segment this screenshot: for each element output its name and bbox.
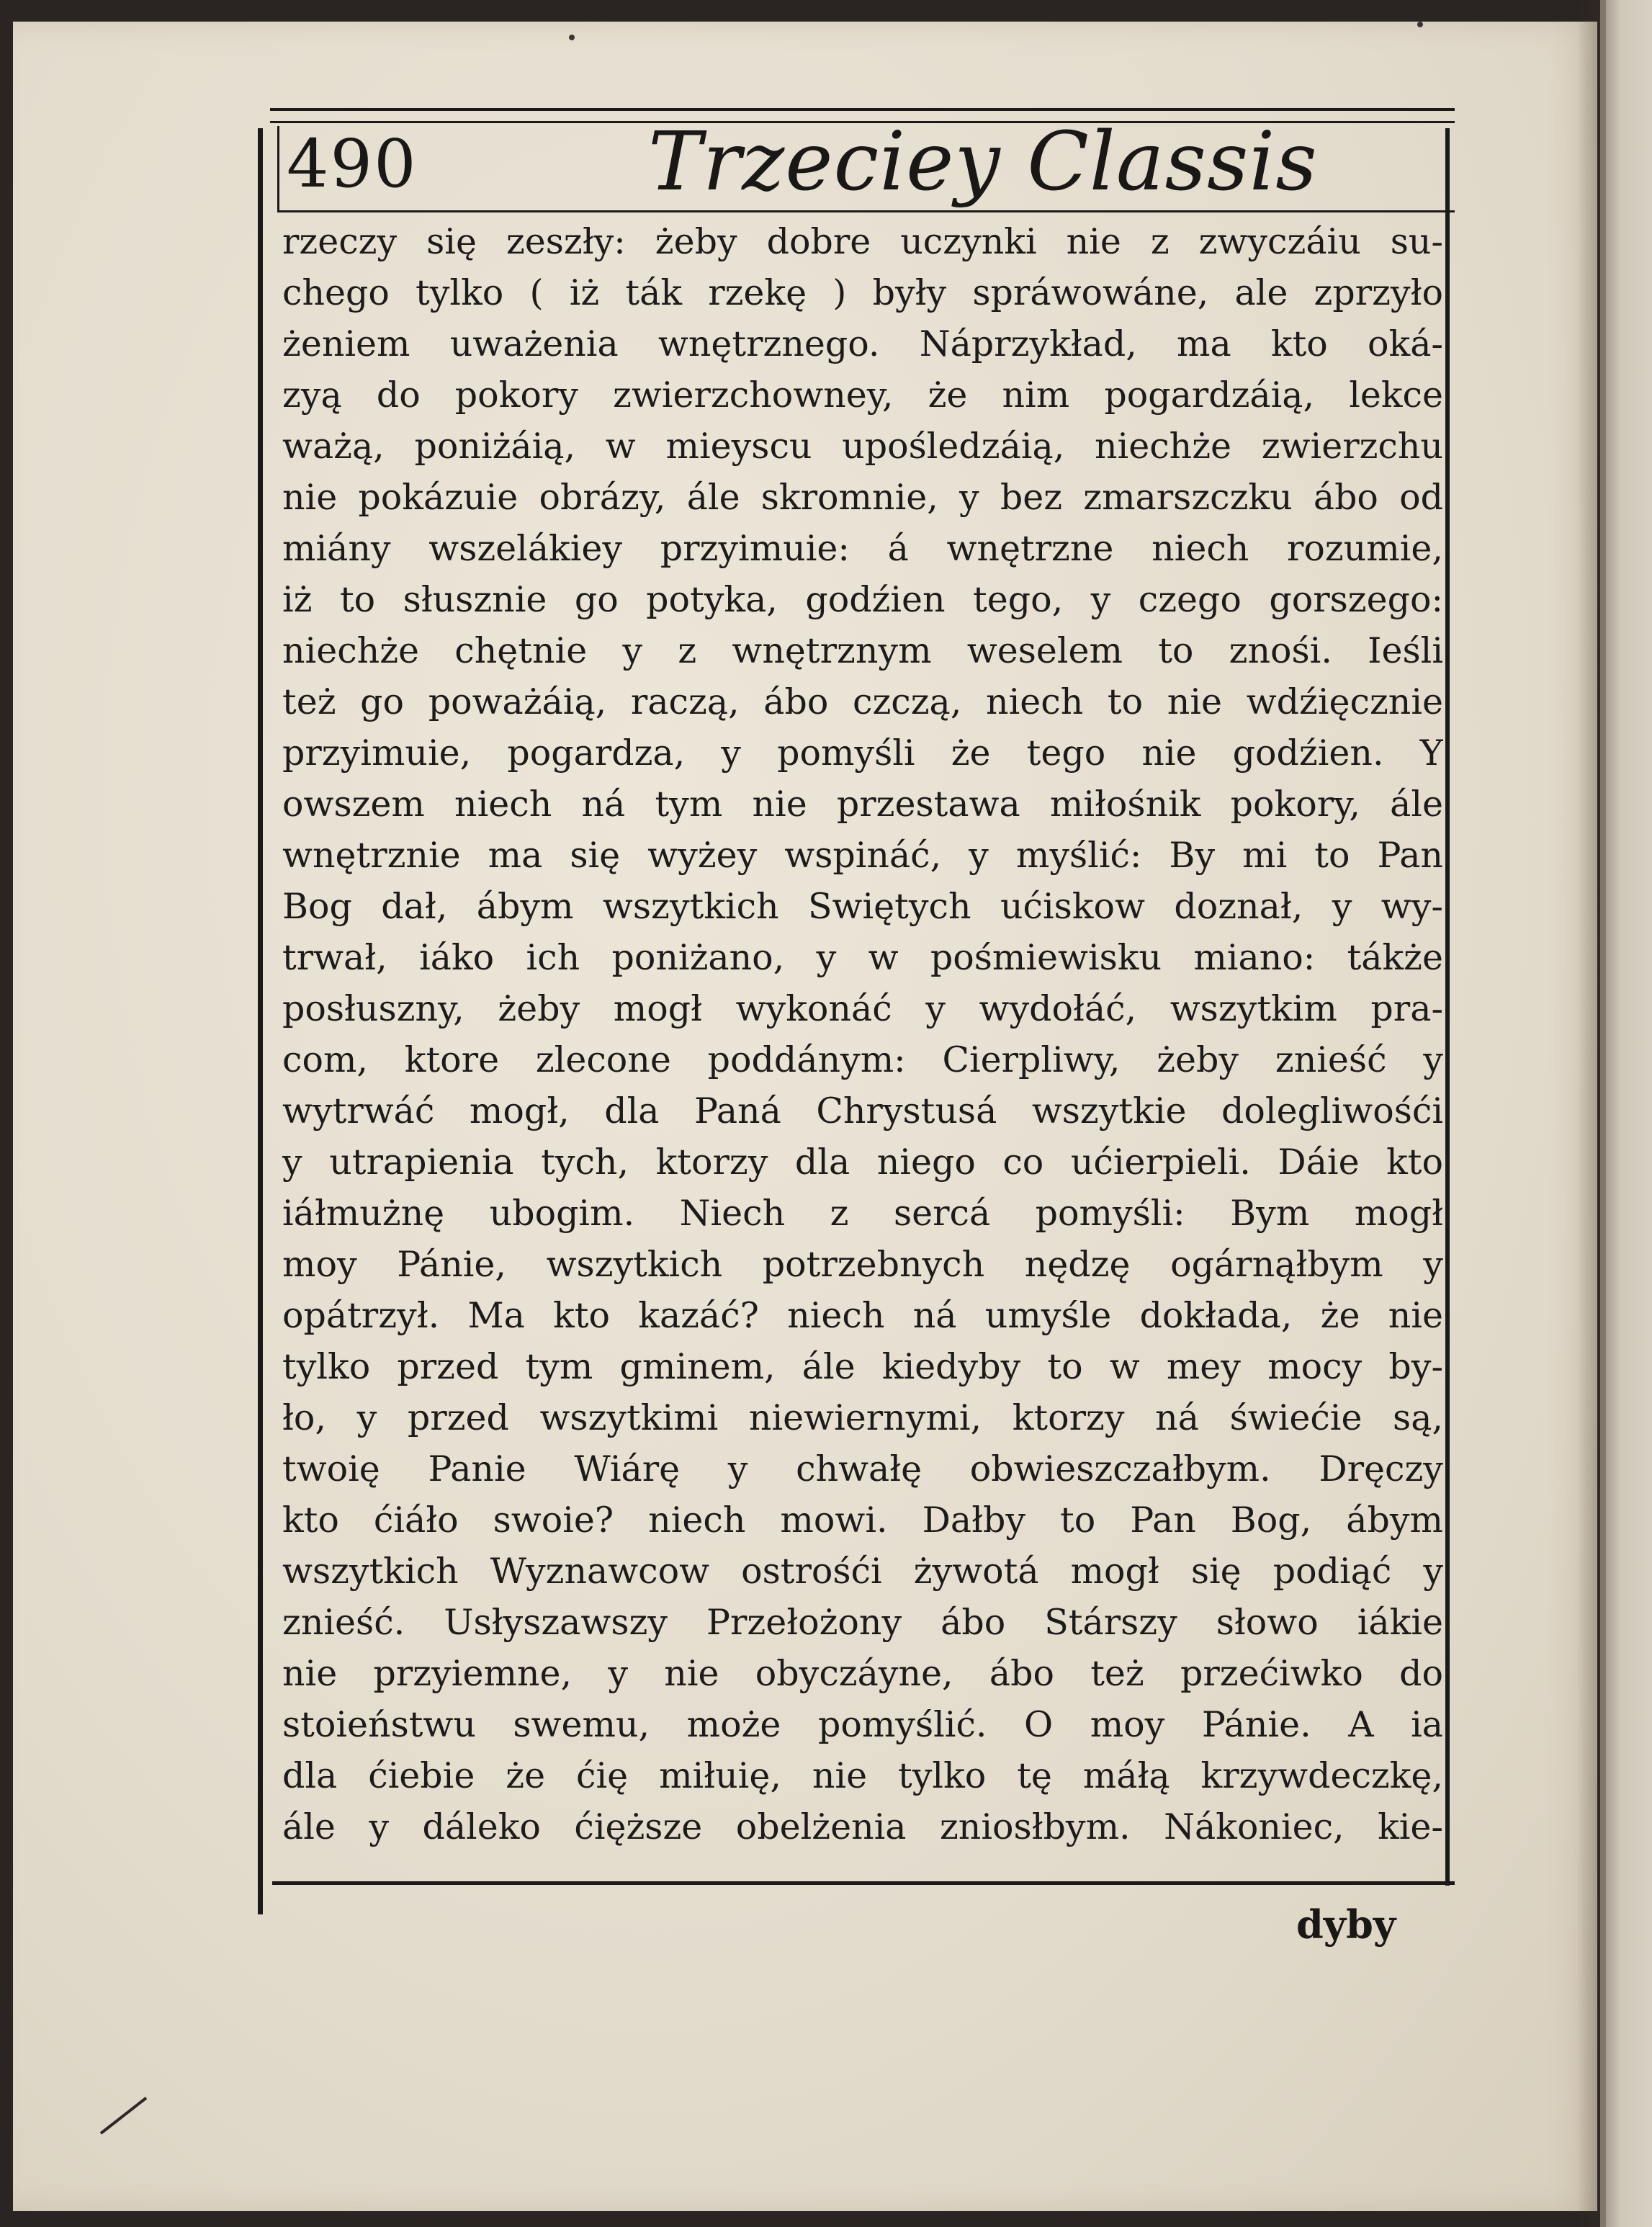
text-line: posłuszny, żeby mogł wykonáć y wydołáć, wszytkim pra- [282, 988, 1443, 1029]
catchword: dyby [1296, 1901, 1396, 1948]
text-line: opátrzył. Ma kto kazáć? niech ná umyśle dokłada, że nie [282, 1295, 1443, 1336]
running-title: Trzeciey Classis [648, 115, 1318, 209]
text-line: twoię Panie Wiárę y chwałę obwieszczałbym. Dręczy [282, 1448, 1443, 1489]
facing-page-edge [1600, 0, 1652, 2227]
ink-speck [1417, 22, 1423, 27]
text-line: iż to słusznie go potyka, godźien tego, y czego gorszego: [282, 579, 1443, 620]
text-line: niechże chętnie y z wnętrznym weselem to znośi. Ieśli [282, 630, 1443, 671]
text-line: nie pokázuie obrázy, ále skromnie, y bez zmarszczku ábo od [282, 477, 1443, 518]
text-line: chego tylko ( iż ták rzekę ) były spráwowáne, ale zprzyło [282, 272, 1443, 313]
body-text [282, 216, 1443, 1852]
ink-speck [569, 35, 575, 40]
text-line: stoieństwu swemu, może pomyślić. O moy Pánie. A ia [282, 1704, 1443, 1745]
page-header [281, 115, 1440, 209]
frame-rule-left-inner [277, 126, 279, 212]
text-line: com, ktore zlecone poddánym: Cierpliwy, żeby znieść y [282, 1039, 1443, 1080]
text-line: zyą do pokory zwierzchowney, że nim pogardzáią, lekce [282, 375, 1443, 416]
frame-rule-bottom [272, 1881, 1455, 1885]
text-line: wnętrznie ma się wyżey wspináć, y myślić: By mi to Pan [282, 835, 1443, 876]
page-number: 490 [287, 125, 418, 202]
frame-rule-left [258, 128, 263, 1914]
text-line: owszem niech ná tym nie przestawa miłośnik pokory, ále [282, 784, 1443, 825]
text-line: y utrapienia tych, ktorzy dla niego co ućierpieli. Dáie kto [282, 1142, 1443, 1183]
text-line: tylko przed tym gminem, ále kiedyby to w mey mocy by- [282, 1346, 1443, 1387]
text-line: dla ćiebie że ćię miłuię, nie tylko tę máłą krzywdeczkę, [282, 1755, 1443, 1796]
text-line: wszytkich Wyznawcow ostrośći żywotá mogł się podiąć y [282, 1551, 1443, 1592]
text-line: moy Pánie, wszytkich potrzebnych nędzę ogárnąłbym y [282, 1244, 1443, 1285]
text-line: rzeczy się zeszły: żeby dobre uczynki nie z zwyczáiu su- [282, 221, 1443, 262]
frame-rule-under-header [279, 210, 1455, 212]
text-line: ále y dáleko ćięższe obelżenia zniosłbym. Nákoniec, kie- [282, 1806, 1443, 1847]
text-line: kto ćiáło swoie? niech mowi. Dałby to Pan Bog, ábym [282, 1500, 1443, 1541]
text-line: iáłmużnę ubogim. Niech z sercá pomyśli: Bym mogł [282, 1193, 1443, 1234]
text-line: ważą, poniżáią, w mieyscu upośledzáią, niechże zwierzchu [282, 426, 1443, 467]
text-line: nie przyiemne, y nie obyczáyne, ábo też przećiwko do [282, 1653, 1443, 1694]
spine-shadow [1577, 0, 1606, 2227]
frame-rule-right [1445, 128, 1450, 1886]
frame-rule-top [270, 108, 1455, 111]
text-line: miány wszelákiey przyimuie: á wnętrzne niech rozumie, [282, 528, 1443, 569]
text-line: żeniem uważenia wnętrznego. Náprzykład, ma kto oká- [282, 323, 1443, 364]
text-line: też go poważáią, raczą, ábo czczą, niech to nie wdźięcznie [282, 681, 1443, 722]
text-line: znieść. Usłyszawszy Przełożony ábo Stárszy słowo iákie [282, 1602, 1443, 1643]
text-line: przyimuie, pogardza, y pomyśli że tego nie godźien. Y [282, 732, 1443, 774]
text-line: ło, y przed wszytkimi niewiernymi, ktorzy ná świećie są, [282, 1397, 1443, 1438]
text-line: wytrwáć mogł, dla Paná Chrystusá wszytkie dolegliwośći [282, 1090, 1443, 1132]
text-line: Bog dał, ábym wszytkich Swiętych ućiskow doznał, y wy- [282, 886, 1443, 927]
text-line: trwał, iáko ich poniżano, y w pośmiewisku miano: tákże [282, 937, 1443, 978]
